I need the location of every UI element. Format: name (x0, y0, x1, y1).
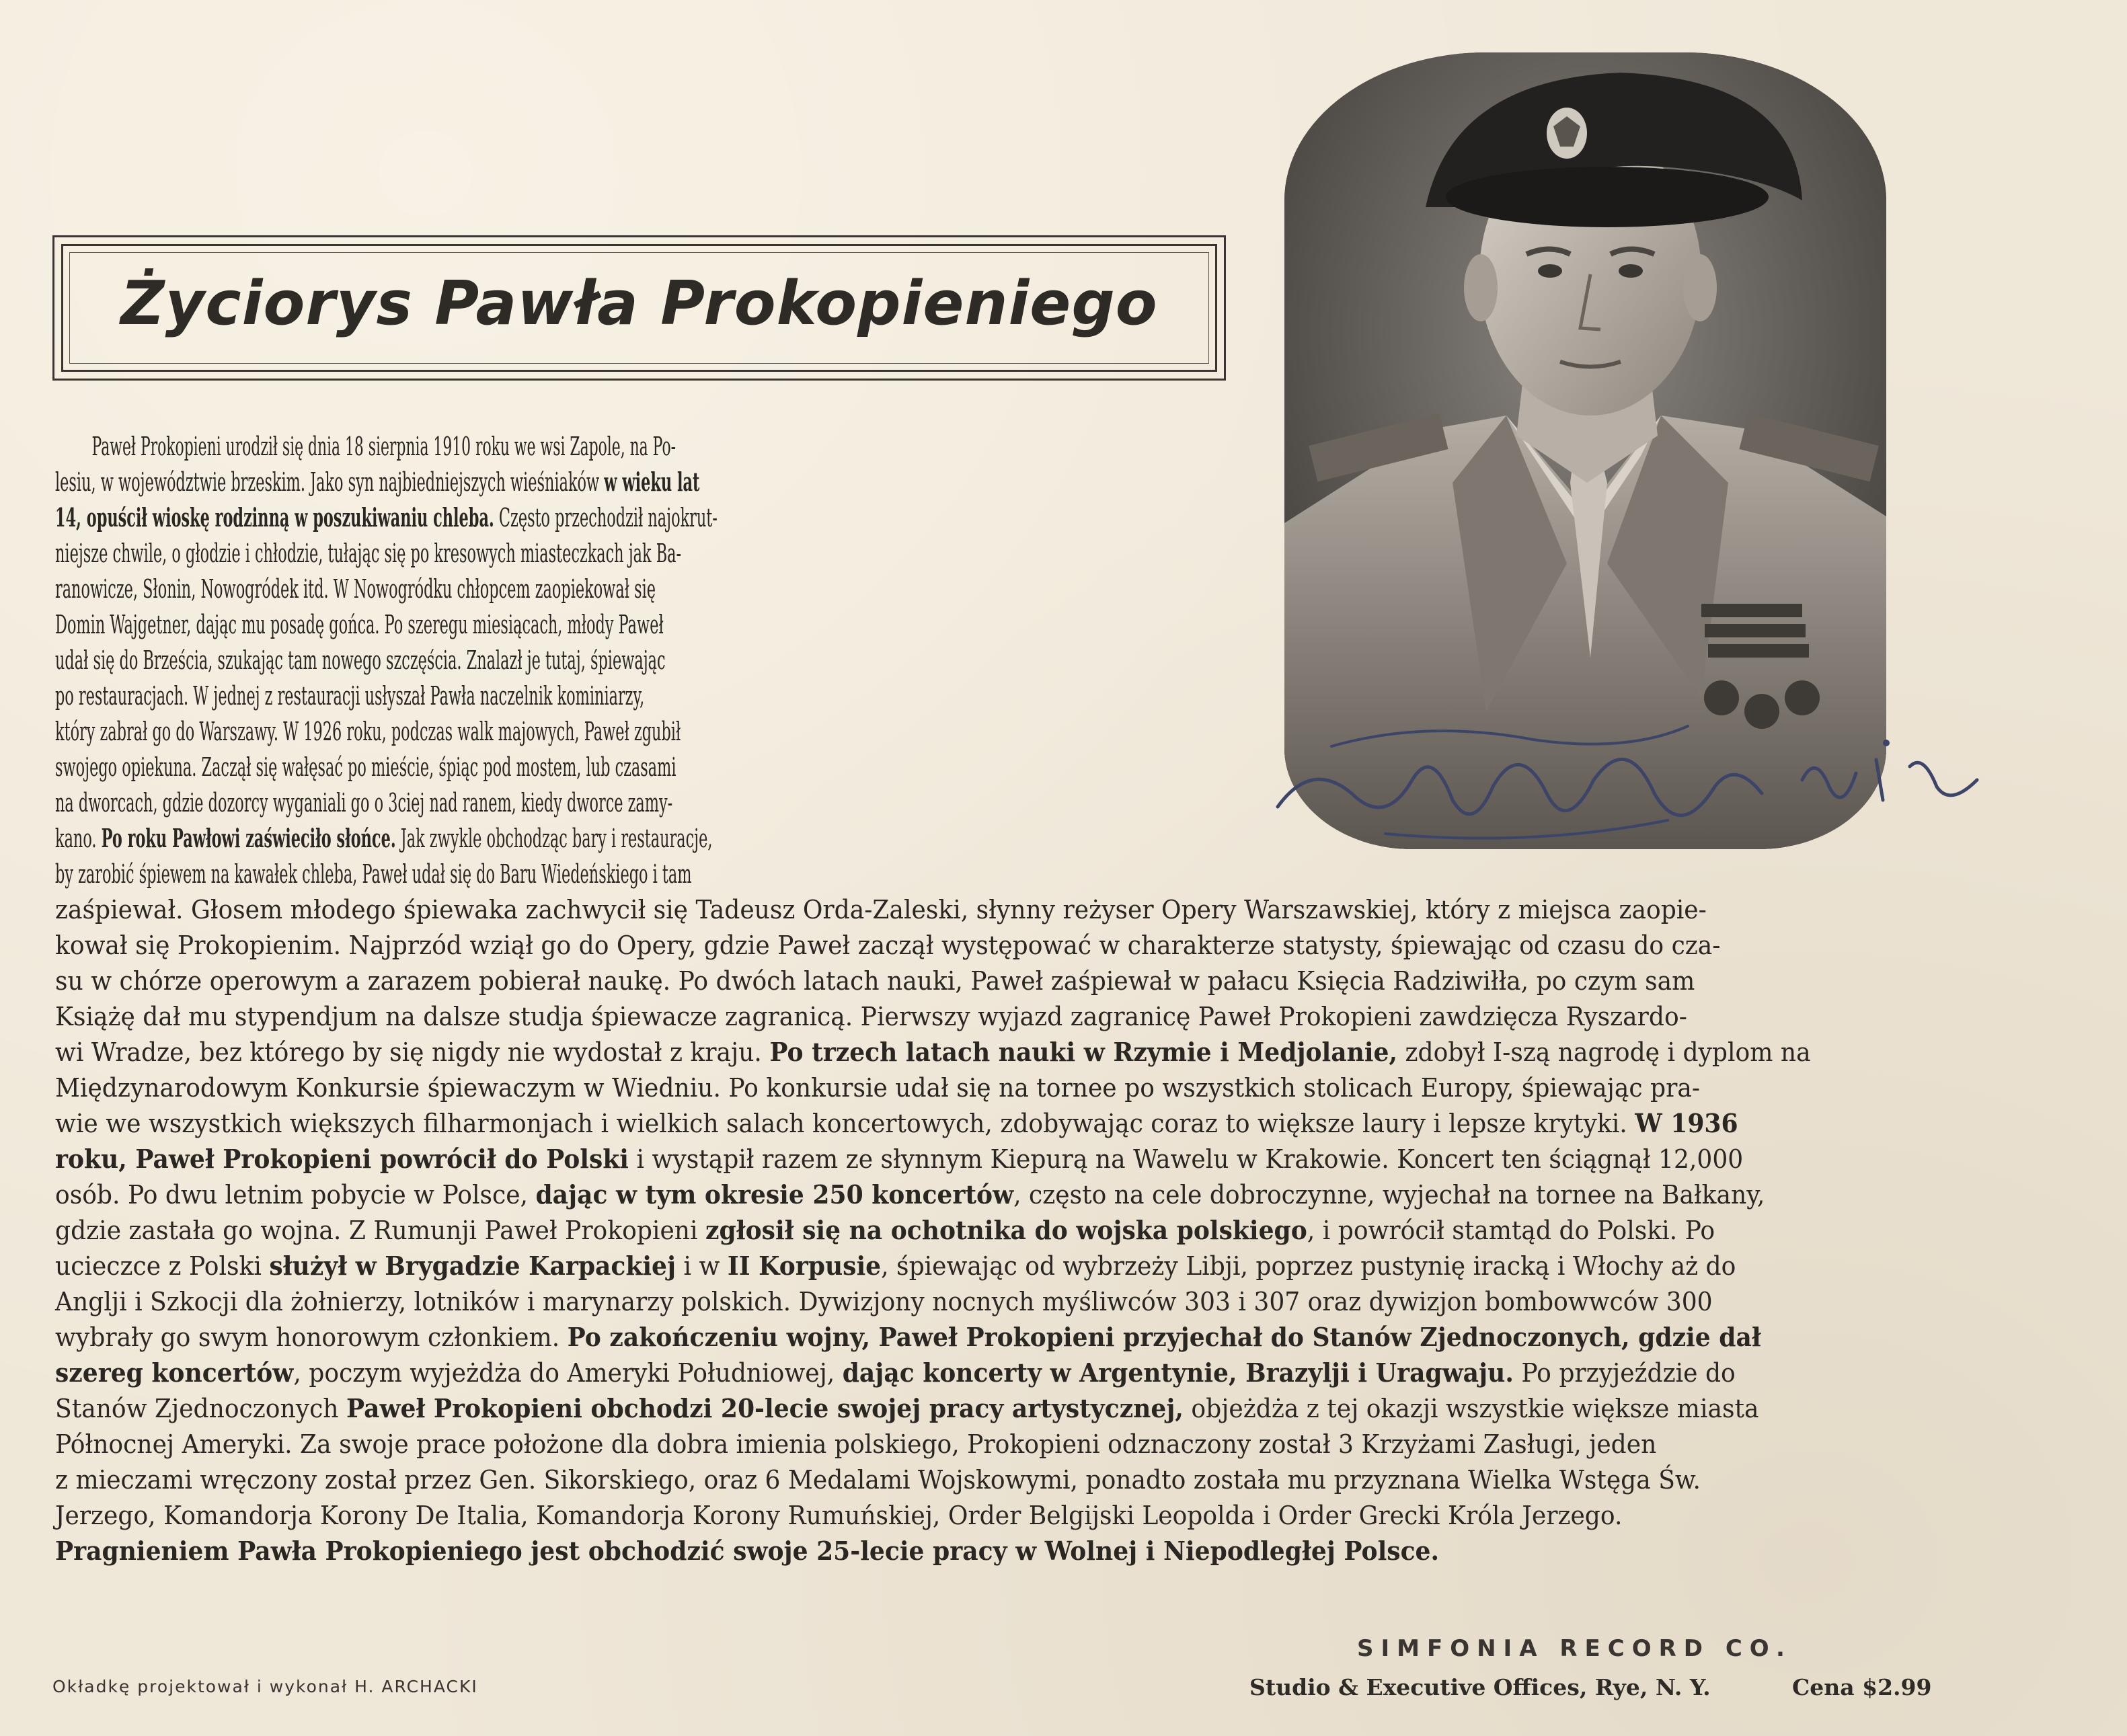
bold-text-segment: Pragnieniem Pawła Prokopieniego jest obchodzić swoje 25-lecie pracy w Wolnej i Niepodległej Polsce. (55, 1536, 1440, 1567)
text-segment: osób. Po dwu letnim pobycie w Polsce, (55, 1180, 536, 1210)
bold-text-segment: dając koncerty w Argentynie, Brazylji i Uragwaju. (842, 1358, 1514, 1388)
text-segment: Jak zwykle obchodząc bary i restauracje, (395, 824, 713, 854)
biography-line (55, 1035, 1945, 1070)
company-address: Studio & Executive Offices, Rye, N. Y. (1249, 1674, 1711, 1700)
text-segment: , śpiewając od wybrzeży Libji, poprzez pustynię iracką i Włochy aż do (881, 1251, 1736, 1281)
biography-line (55, 928, 1945, 963)
biography-line (55, 1391, 1945, 1427)
bold-text-segment: służył w Brygadzie Karpackiej (269, 1251, 676, 1281)
biography-line (55, 1534, 1945, 1569)
biography-line (55, 1249, 1945, 1284)
biography-line (55, 963, 1945, 999)
bold-text-segment: Po trzech latach nauki w Rzymie i Medjolanie, (769, 1037, 1398, 1068)
text-segment: kano. (55, 824, 102, 854)
title-frame (52, 235, 1226, 381)
text-segment: , często na cele dobroczynne, wyjechał na tornee na Bałkany, (1013, 1180, 1765, 1210)
text-segment: niejsze chwile, o głodzie i chłodzie, tułając się po kresowych miasteczkach jak Ba- (55, 539, 682, 569)
text-segment: Anglji i Szkocji dla żołnierzy, lotników i marynarzy polskich. Dywizjony nocnych myśliwców 303 i 307 oraz dywizjon bombowwców 300 (55, 1287, 1713, 1317)
biography-line (55, 1070, 1945, 1106)
text-segment: ucieczce z Polski (55, 1251, 270, 1281)
text-segment: zdobył I-szą nagrodę i dyplom na (1397, 1037, 1811, 1068)
cover-designer-credit: Okładkę projektował i wykonał H. ARCHACKI (52, 1677, 478, 1696)
text-segment: Po przyjeździe do (1513, 1358, 1736, 1388)
text-segment: lesiu, w województwie brzeskim. Jako syn najbiedniejszych wieśniaków (55, 467, 605, 498)
bold-text-segment: dając w tym okresie 250 koncertów (535, 1180, 1014, 1210)
bold-text-segment: szereg koncertów (55, 1358, 294, 1388)
biography-line (55, 678, 1229, 714)
record-company-name: SIMFONIA RECORD CO. (1357, 1635, 1792, 1662)
text-segment: ranowicze, Słonin, Nowogródek itd. W Nowogródku chłopcem zaopiekował się (55, 574, 656, 604)
biography-line (55, 1213, 1945, 1249)
biography-line (55, 536, 1229, 571)
biography-line (55, 821, 1229, 857)
text-segment: , poczym wyjeżdża do Ameryki Południowej, (293, 1358, 843, 1388)
biography-line (55, 1320, 1945, 1355)
biography-line (55, 1462, 1945, 1498)
bold-text-segment: Po roku Pawłowi zaświeciło słońce. (101, 824, 396, 854)
biography-line (55, 465, 1229, 500)
bold-text-segment: II Korpusie (727, 1251, 882, 1281)
text-segment: objeżdża z tej okazji wszystkie większe miasta (1183, 1394, 1759, 1424)
text-segment: wie we wszystkich większych filharmonjach i wielkich salach koncertowych, zdobywając coraz to większe laury i lepsze krytyki. (55, 1109, 1635, 1139)
text-segment: Północnej Ameryki. Za swoje prace położone dla dobra imienia polskiego, Prokopieni odznaczony został 3 Krzyżami Zasługi, jeden (55, 1429, 1657, 1460)
bold-text-segment: Po zakończeniu wojny, Paweł Prokopieni przyjechał do Stanów Zjednoczonych, gdzie dał (567, 1323, 1761, 1353)
bold-text-segment: 14, opuścił wioskę rodzinną w poszukiwaniu chleba. (55, 503, 494, 533)
text-segment: Domin Wajgetner, dając mu posadę gońca. Po szeregu miesiącach, młody Paweł (55, 610, 664, 640)
bold-text-segment: Paweł Prokopieni obchodzi 20-lecie swojej pracy artystycznej, (346, 1394, 1184, 1424)
text-segment: wybrały go swym honorowym członkiem. (55, 1323, 568, 1353)
bold-text-segment: roku, Paweł Prokopieni powrócił do Polski (55, 1144, 629, 1175)
biography-line (55, 1427, 1945, 1462)
eagle-badge-icon (1547, 108, 1587, 159)
text-segment: Książę dał mu stypendjum na dalsze studja śpiewacze zagranicą. Pierwszy wyjazd zagranicę Paweł Prokopieni zawdzięcza Ryszardo- (55, 1002, 1687, 1032)
price-label: Cena $2.99 (1792, 1674, 1932, 1700)
text-segment: gdzie zastała go wojna. Z Rumunji Paweł Prokopieni (55, 1216, 706, 1246)
text-segment: z mieczami wręczony został przez Gen. Sikorskiego, oraz 6 Medalami Wojskowymi, ponadto została mu przyznana Wielka Wstęga Św. (55, 1465, 1701, 1495)
biography-line (55, 1106, 1945, 1142)
text-segment: udał się do Brześcia, szukając tam nowego szczęścia. Znalazł je tutaj, śpiewając (55, 645, 666, 676)
bold-text-segment: W 1936 (1635, 1109, 1738, 1139)
text-segment: Międzynarodowym Konkursie śpiewaczym w Wiedniu. Po konkursie udał się na tornee po wszystkich stolicach Europy, śpiewając pra- (55, 1073, 1701, 1103)
text-segment: swojego opiekuna. Zaczął się wałęsać po mieście, śpiąc pod mostem, lub czasami (55, 752, 676, 783)
bold-text-segment: zgłosił się na ochotnika do wojska polskiego (705, 1216, 1307, 1246)
biography-line (55, 1355, 1945, 1391)
biography-line (55, 714, 1229, 750)
text-segment: Jerzego, Komandorja Korony De Italia, Komandorja Korony Rumuńskiej, Order Belgijski Leopolda i Order Grecki Króla Jerzego. (55, 1501, 1623, 1531)
biography-line (55, 999, 1945, 1035)
text-segment: po restauracjach. W jednej z restauracji usłyszał Pawła naczelnik kominiarzy, (55, 681, 645, 711)
text-segment: i w (676, 1251, 728, 1281)
biography-line (55, 607, 1229, 643)
biography-line (55, 643, 1229, 678)
biography-text (55, 429, 2073, 1569)
biography-line (55, 500, 1229, 536)
text-segment: Paweł Prokopieni urodził się dnia 18 sierpnia 1910 roku we wsi Zapole, na Po- (91, 432, 676, 462)
text-segment: , i powrócił stamtąd do Polski. Po (1307, 1216, 1715, 1246)
biography-line (55, 750, 1229, 785)
biography-line (55, 1142, 1945, 1177)
text-segment: na dworcach, gdzie dozorcy wyganiali go o 3ciej nad ranem, kiedy dworce zamy- (55, 788, 673, 818)
biography-line (55, 571, 1229, 607)
page-title: Życiorys Pawła Prokopieniego (120, 268, 1158, 339)
text-segment: Często przechodził najokrut- (494, 503, 718, 533)
text-segment: wi Wradze, bez którego by się nigdy nie wydostał z kraju. (55, 1037, 770, 1068)
text-segment: zaśpiewał. Głosem młodego śpiewaka zachwycił się Tadeusz Orda-Zaleski, słynny reżyser Opery Warszawskiej, który z miejsca zaopie- (55, 895, 1707, 925)
biography-line (55, 892, 1945, 928)
biography-line (55, 429, 1201, 465)
biography-line (55, 1498, 1945, 1534)
biography-line (55, 1177, 1945, 1213)
biography-line (55, 857, 1229, 892)
text-segment: Stanów Zjednoczonych (55, 1394, 346, 1424)
text-segment: który zabrał go do Warszawy. W 1926 roku, podczas walk majowych, Paweł zgubił (55, 717, 681, 747)
biography-line (55, 1284, 1945, 1320)
text-segment: i wystąpił razem ze słynnym Kiepurą na Wawelu w Krakowie. Koncert ten ściągnął 12,000 (628, 1144, 1744, 1175)
text-segment: kował się Prokopienim. Najprzód wziął go do Opery, gdzie Paweł zaczął występować w charakterze statysty, śpiewając od czasu do cza- (55, 931, 1721, 961)
text-segment: by zarobić śpiewem na kawałek chleba, Paweł udał się do Baru Wiedeńskiego i tam (55, 859, 692, 890)
text-segment: su w chórze operowym a zarazem pobierał naukę. Po dwóch latach nauki, Paweł zaśpiewał w pałacu Księcia Radziwiłła, po czym sam (55, 966, 1695, 996)
bold-text-segment: w wieku lat (604, 467, 700, 498)
biography-line (55, 785, 1229, 821)
